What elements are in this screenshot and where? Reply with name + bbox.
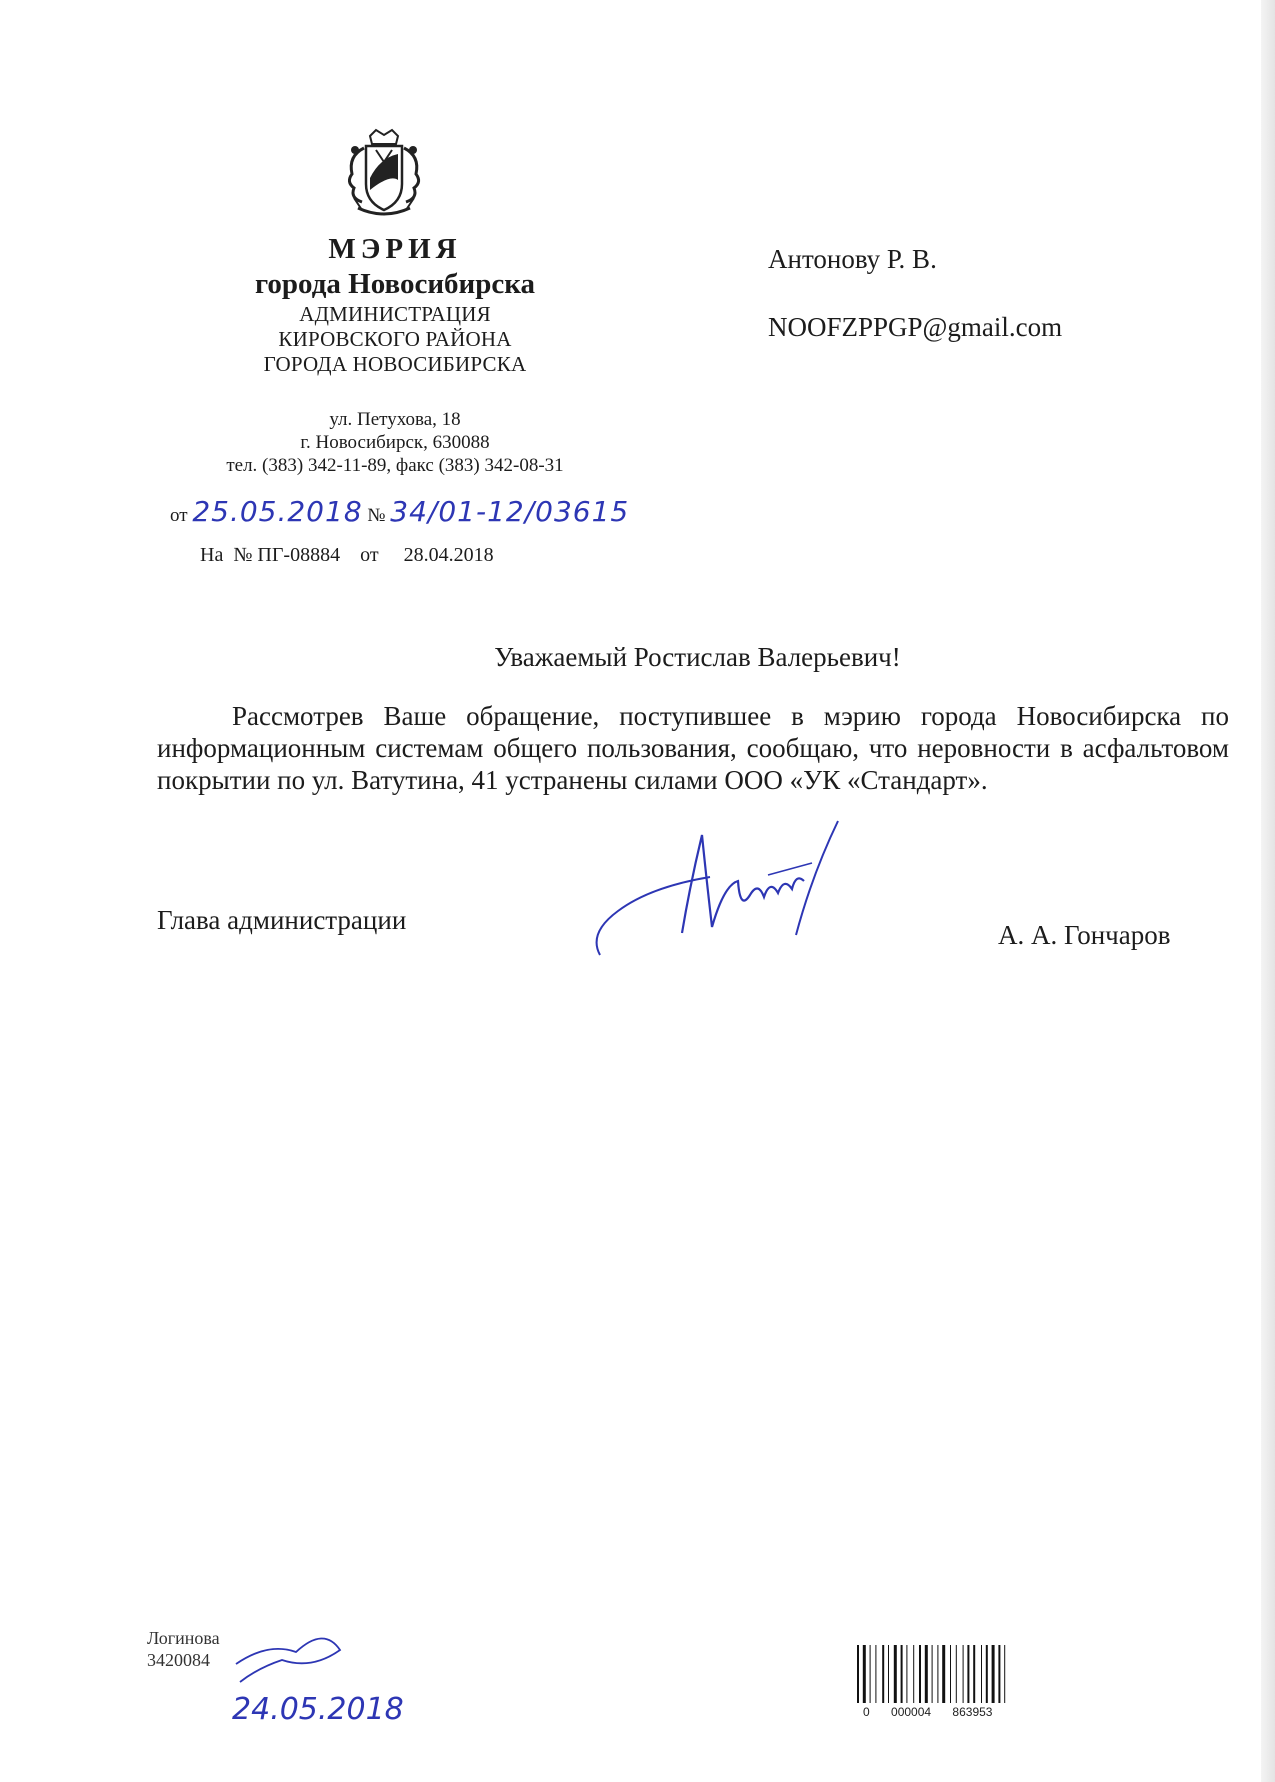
barcode-bar — [986, 1645, 988, 1703]
reply-number: № ПГ-08884 — [233, 544, 341, 566]
barcode-digit-group: 000004 — [891, 1705, 932, 1719]
barcode-bar — [937, 1645, 938, 1703]
barcode-bar — [870, 1645, 871, 1703]
barcode — [855, 1645, 1080, 1705]
barcode-bar — [894, 1645, 897, 1703]
barcode-bar — [932, 1645, 933, 1703]
barcode-digit-group: 0 — [863, 1705, 870, 1719]
ref-number: 34/01-12/03615 — [390, 495, 630, 528]
reply-from-label: от — [360, 544, 379, 566]
barcode-bar — [950, 1645, 951, 1703]
salutation: Уважаемый Ростислав Валерьевич! — [494, 642, 901, 672]
letterhead-city: города Новосибирска — [254, 268, 536, 300]
executor-date: 24.05.2018 — [232, 1692, 404, 1727]
barcode-bar — [998, 1645, 1000, 1703]
addressee-email: NOOFZPPGP@gmail.com — [768, 312, 1063, 342]
barcode-bar — [1004, 1645, 1005, 1703]
address-phone: тел. (383) 342-11-89, факс (383) 342-08-31 — [226, 455, 564, 476]
barcode-bar — [925, 1645, 928, 1703]
addressee-name: Антонову Р. В. — [768, 244, 937, 274]
barcode-bar — [973, 1645, 975, 1703]
letterhead-admin-line: КИРОВСКОГО РАЙОНА — [278, 327, 512, 351]
barcode-bar — [919, 1645, 921, 1703]
reply-label: На — [200, 544, 224, 566]
executor-info — [147, 1627, 220, 1671]
letterhead-address — [175, 408, 615, 477]
barcode-bar — [906, 1645, 907, 1703]
signatory-name: А. А. Гончаров — [998, 920, 1171, 950]
barcode-bar — [942, 1645, 945, 1703]
executor-name: Логинова — [147, 1628, 220, 1648]
barcode-bar — [888, 1645, 889, 1703]
signatory-title: Глава администрации — [157, 905, 407, 935]
barcode-bar — [857, 1645, 859, 1703]
ref-number-label: № — [367, 505, 386, 526]
barcode-digits — [863, 1705, 1010, 1719]
barcode-bar — [875, 1645, 876, 1703]
executor-phone: 3420084 — [147, 1650, 210, 1670]
reply-reference — [200, 544, 494, 567]
handwritten-signature — [590, 815, 860, 965]
barcode-bar — [992, 1645, 995, 1703]
scan-edge — [1261, 0, 1275, 1782]
letter-body — [157, 700, 1229, 796]
letterhead-mayor: МЭРИЯ — [328, 233, 462, 265]
barcode-bar — [901, 1645, 903, 1703]
address-city: г. Новосибирск, 630088 — [300, 432, 490, 453]
letter-paragraph: Рассмотрев Ваше обращение, поступившее в мэрию города Новосибирска по информационным системам общего пользования, сообщаю, что неровности в асфальтовом покрытии по ул. Ватутина, 41 устранены силами ООО «УК «Стандарт». — [157, 701, 1229, 795]
coat-of-arms-icon — [340, 128, 428, 220]
letterhead-admin-line: АДМИНИСТРАЦИЯ — [299, 302, 491, 326]
reply-date: 28.04.2018 — [403, 544, 494, 566]
barcode-bar — [913, 1645, 914, 1703]
outgoing-reference — [170, 495, 629, 528]
letterhead-admin-line: ГОРОДА НОВОСИБИРСКА — [263, 352, 527, 376]
barcode-bar — [981, 1645, 982, 1703]
ref-from-label: от — [170, 505, 188, 526]
barcode-digit-group: 863953 — [952, 1705, 993, 1719]
barcode-bar — [882, 1645, 884, 1703]
barcode-bar — [967, 1645, 969, 1703]
barcode-bar — [956, 1645, 957, 1703]
barcode-bar — [863, 1645, 866, 1703]
letterhead — [175, 232, 615, 377]
ref-date: 25.05.2018 — [192, 495, 363, 528]
barcode-bar — [963, 1645, 964, 1703]
address-street: ул. Петухова, 18 — [329, 409, 461, 430]
